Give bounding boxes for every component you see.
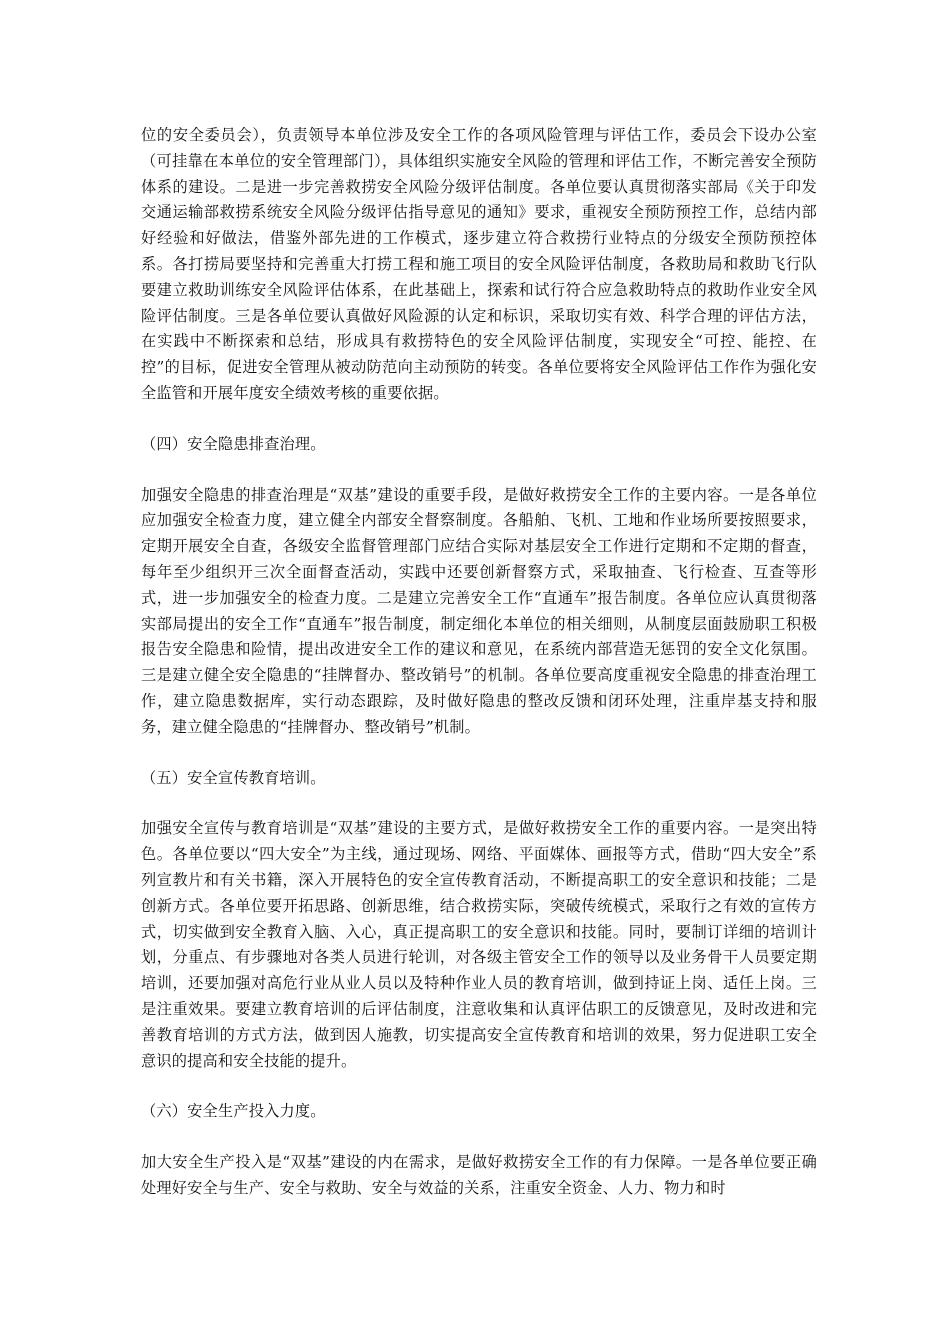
paragraph-safety-investment: 加大安全生产投入是“双基”建设的内在需求，是做好救捞安全工作的有力保障。一是各单位要正确处理好安全与生产、安全与救助、安全与效益的关系，注重安全资金、人力、物力和时 <box>141 1153 817 1197</box>
paragraph-spacer <box>141 741 817 766</box>
section-heading-safety-investment: （六）安全生产投入力度。 <box>141 1102 326 1121</box>
heading-spacer <box>141 791 817 816</box>
heading-spacer <box>141 1125 817 1150</box>
section-heading-safety-education: （五）安全宣传教育培训。 <box>141 768 326 787</box>
paragraph-spacer <box>141 1074 817 1099</box>
document-body <box>141 123 817 1202</box>
paragraph-spacer <box>141 407 817 432</box>
paragraph-safety-education: 加强安全宣传与教育培训是“双基”建设的主要方式，是做好救捞安全工作的重要内容。一是突出特色。各单位要以“四大安全”为主线，通过现场、网络、平面媒体、画报等方式，借助“四大安全”系列宣教片和有关书籍，深入开展特色的安全宣传教育活动，不断提高职工的安全意识和技能；二是创新方式。各单位要开拓思路、创新思维，结合救捞实际，突破传统模式，采取行之有效的宣传方式，切实做到安全教育入脑、入心，真正提高职工的安全意识和技能。同时，要制订详细的培训计划，分重点、有步骤地对各类人员进行轮训，对各级主管安全工作的领导以及业务骨干人员要定期培训，还要加强对高危行业从业人员以及特种作业人员的教育培训，做到持证上岗、适任上岗。三是注重效果。要建立教育培训的后评估制度，注意收集和认真评估职工的反馈意见，及时改进和完善教育培训的方式方法，做到因人施教，切实提高安全宣传教育和培训的效果，努力促进职工安全意识的提高和安全技能的提升。 <box>141 819 817 1070</box>
heading-spacer <box>141 458 817 483</box>
paragraph-hazard-inspection: 加强安全隐患的排查治理是“双基”建设的重要手段，是做好救捞安全工作的主要内容。一是各单位应加强安全检查力度，建立健全内部安全督察制度。各船舶、飞机、工地和作业场所要按照要求，定期开展安全自查，各级安全监督管理部门应结合实际对基层安全工作进行定期和不定期的督查，每年至少组织开三次全面督查活动，实践中还要创新督察方式，采取抽查、飞行检查、互查等形式，进一步加强安全的检查力度。二是建立完善安全工作“直通车”报告制度。各单位应认真贯彻落实部局提出的安全工作“直通车”报告制度，制定细化本单位的相关细则，从制度层面鼓励职工积极报告安全隐患和险情，提出改进安全工作的建议和意见，在系统内部营造无惩罚的安全文化氛围。三是建立健全安全隐患的“挂牌督办、整改销号”的机制。各单位要高度重视安全隐患的排查治理工作，建立隐患数据库，实行动态跟踪，及时做好隐患的整改反馈和闭环处理，注重岸基支持和服务，建立健全隐患的“挂牌督办、整改销号”机制。 <box>141 485 817 736</box>
paragraph-risk-assessment: 位的安全委员会），负责领导本单位涉及安全工作的各项风险管理与评估工作，委员会下设办公室（可挂靠在本单位的安全管理部门），具体组织实施安全风险的管理和评估工作，不断完善安全预防体系的建设。二是进一步完善救捞安全风险分级评估制度。各单位要认真贯彻落实部局《关于印发交通运输部救捞系统安全风险分级评估指导意见的通知》要求，重视安全预防预控工作，总结内部好经验和好做法，借鉴外部先进的工作模式，逐步建立符合救捞行业特点的分级安全预防预控体系。各打捞局要坚持和完善重大打捞工程和施工项目的安全风险评估制度，各救助局和救助飞行队要建立救助训练安全风险评估体系，在此基础上，探索和试行符合应急救助特点的救助作业安全风险评估制度。三是各单位要认真做好风险源的认定和标识，采取切实有效、科学合理的评估方法，在实践中不断探索和总结，形成具有救捞特色的安全风险评估制度，实现安全“可控、能控、在控”的目标，促进安全管理从被动防范向主动预防的转变。各单位要将安全风险评估工作作为强化安全监管和开展年度安全绩效考核的重要依据。 <box>141 126 817 402</box>
section-heading-hazard-inspection: （四）安全隐患排查治理。 <box>141 434 326 453</box>
